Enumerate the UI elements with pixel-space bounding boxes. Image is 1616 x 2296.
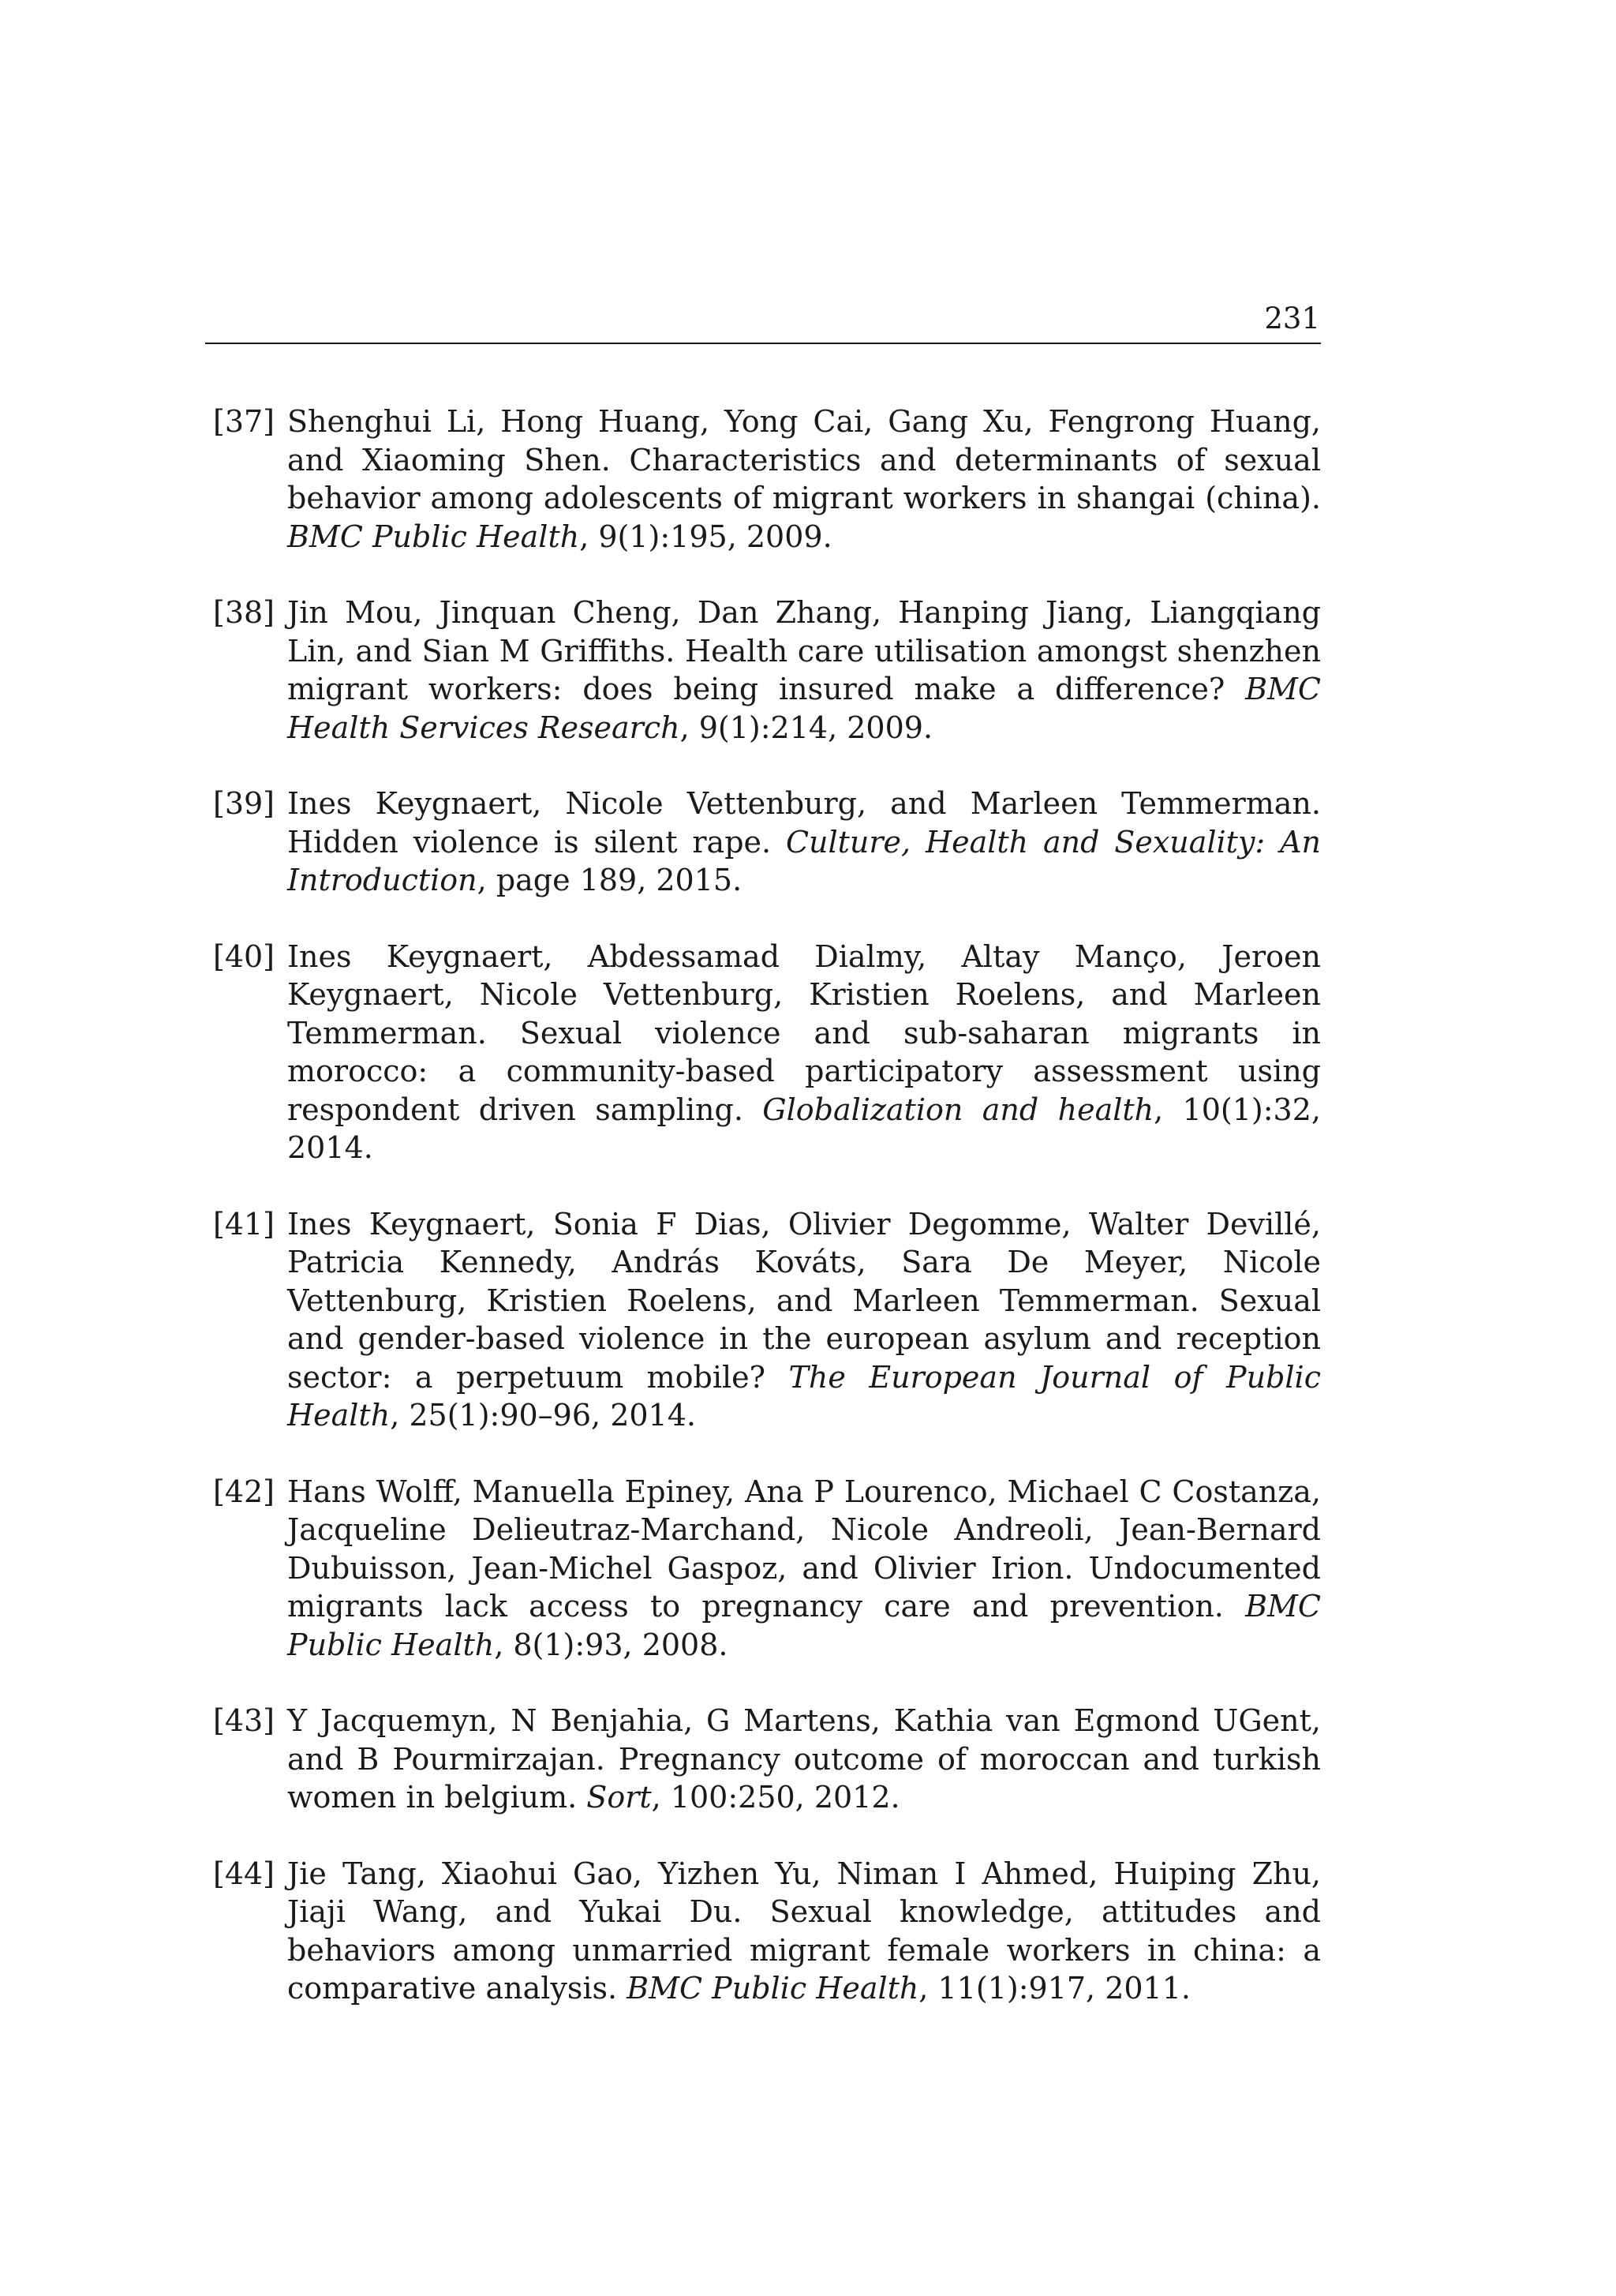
page-number: 231	[1264, 302, 1320, 335]
reference-venue: BMC Health Services Research	[287, 672, 1321, 745]
reference-venue: BMC Public Health	[287, 1589, 1321, 1662]
reference-text	[287, 1473, 1321, 1665]
reference-authors-title: Jie Tang, Xiaohui Gao, Yizhen Yu, Niman I Ahmed, Huiping Zhu, Jiaji Wang, and Yukai Du. Sexual knowledge, attitudes and behaviors among unmarried migrant female workers in china: a comparative analysis.	[287, 1856, 1321, 2006]
reference-label: [41]	[213, 1206, 275, 1242]
reference-label: [38]	[213, 595, 275, 630]
reference-item-44	[213, 1855, 1321, 2008]
reference-item-43	[213, 1702, 1321, 1817]
reference-label: [40]	[213, 938, 275, 974]
reference-details: , 9(1):214, 2009.	[679, 710, 933, 745]
reference-details: , page 189, 2015.	[477, 863, 743, 897]
reference-venue: BMC Public Health	[287, 519, 580, 554]
reference-label: [44]	[213, 1856, 275, 1891]
reference-authors-title: Y Jacquemyn, N Benjahia, G Martens, Kathia van Egmond UGent, and B Pourmirzajan. Pregnancy outcome of moroccan and turkish women in belgium.	[287, 1703, 1321, 1815]
reference-venue: BMC Public Health	[627, 1971, 919, 2006]
reference-item-39	[213, 785, 1321, 900]
reference-venue: Globalization and health	[762, 1092, 1154, 1127]
reference-text	[287, 938, 1321, 1167]
reference-details: , 10(1):32, 2014.	[287, 1092, 1321, 1165]
reference-item-41	[213, 1205, 1321, 1435]
reference-authors-title: Shenghui Li, Hong Huang, Yong Cai, Gang Xu, Fengrong Huang, and Xiaoming Shen. Characteristics and determinants of sexual behavior among adolescents of migrant workers in shangai (china).	[287, 404, 1321, 515]
reference-label: [42]	[213, 1474, 275, 1509]
reference-venue: The European Journal of Public Health	[287, 1359, 1321, 1433]
reference-authors-title: Ines Keygnaert, Sonia F Dias, Olivier Degomme, Walter Devillé, Patricia Kennedy, András Kováts, Sara De Meyer, Nicole Vettenburg, Kristien Roelens, and Marleen Temmerman. Sexual and gender-based violence in the european asylum and reception sector: a perpetuum mobile?	[287, 1206, 1321, 1395]
reference-text	[287, 1702, 1321, 1817]
reference-venue: Sort	[586, 1780, 652, 1815]
reference-label: [39]	[213, 786, 275, 821]
reference-text	[287, 785, 1321, 900]
reference-label: [43]	[213, 1703, 275, 1738]
reference-details: , 100:250, 2012.	[651, 1780, 900, 1815]
reference-authors-title: Ines Keygnaert, Nicole Vettenburg, and Marleen Temmerman. Hidden violence is silent rape.	[287, 786, 1321, 860]
reference-venue: Culture, Health and Sexuality: An Introduction	[287, 824, 1321, 897]
reference-authors-title: Jin Mou, Jinquan Cheng, Dan Zhang, Hanping Jiang, Liangqiang Lin, and Sian M Griffiths. Health care utilisation amongst shenzhen migrant workers: does being insured make a difference?	[287, 595, 1321, 706]
reference-details: , 9(1):195, 2009.	[579, 519, 832, 554]
reference-item-42	[213, 1473, 1321, 1665]
header-rule	[205, 343, 1321, 344]
reference-text	[287, 1855, 1321, 2008]
reference-list	[213, 403, 1321, 2046]
reference-text	[287, 594, 1321, 747]
reference-item-40	[213, 938, 1321, 1167]
reference-label: [37]	[213, 404, 275, 439]
reference-authors-title: Ines Keygnaert, Abdessamad Dialmy, Altay Manço, Jeroen Keygnaert, Nicole Vettenburg, Kristien Roelens, and Marleen Temmerman. Sexual violence and sub-saharan migrants in morocco: a community-based participatory assessment using respondent driven sampling.	[287, 938, 1321, 1127]
reference-item-38	[213, 594, 1321, 747]
reference-item-37	[213, 403, 1321, 556]
reference-details: , 8(1):93, 2008.	[494, 1627, 728, 1662]
reference-text	[287, 1205, 1321, 1435]
reference-details: , 25(1):90–96, 2014.	[390, 1398, 696, 1433]
reference-text	[287, 403, 1321, 556]
reference-authors-title: Hans Wolff, Manuella Epiney, Ana P Lourenco, Michael C Costanza, Jacqueline Delieutraz-Marchand, Nicole Andreoli, Jean-Bernard Dubuisson, Jean-Michel Gaspoz, and Olivier Irion. Undocumented migrants lack access to pregnancy care and prevention.	[287, 1474, 1321, 1624]
reference-details: , 11(1):917, 2011.	[918, 1971, 1191, 2006]
